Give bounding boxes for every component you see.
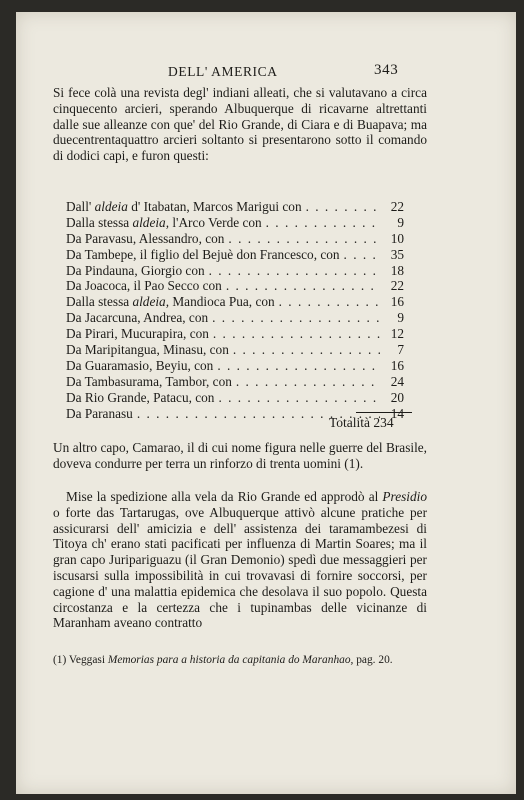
archer-count: 9	[397, 310, 404, 326]
leader-dots	[213, 358, 380, 374]
leader-dots	[302, 199, 380, 215]
leader-dots	[232, 374, 380, 390]
chief-text: Da Rio Grande, Patacu, con	[66, 389, 215, 405]
chief-source	[66, 390, 214, 406]
page-number: 343	[374, 62, 399, 78]
chief-text: Dalla stessa	[66, 214, 133, 230]
chief-text: Da Tambepe, il figlio del Bejuè don Francesco, con	[66, 246, 340, 262]
chief-source	[66, 342, 229, 358]
chief-source	[66, 215, 262, 231]
leader-dots	[275, 294, 380, 310]
chief-text-rest: l'Arco Verde con	[169, 214, 262, 230]
archer-count: 7	[397, 342, 404, 358]
total-line	[329, 415, 394, 431]
total-value: 234	[373, 415, 394, 430]
chief-row	[66, 215, 404, 231]
archer-count: 9	[397, 214, 404, 230]
chief-text: Da Paravasu, Alessandro, con	[66, 230, 225, 246]
footnote-page: pag. 20.	[353, 654, 393, 666]
archer-count: 22	[390, 199, 404, 214]
footnote-source-title: Memorias para a historia da capitania do Maranhao,	[107, 654, 354, 666]
archer-count: 24	[390, 373, 404, 389]
chief-row	[66, 390, 404, 406]
total-rule	[356, 412, 412, 413]
chief-source	[66, 199, 302, 215]
chief-row	[66, 263, 404, 279]
chief-row	[66, 310, 404, 326]
chief-source	[66, 358, 213, 374]
chief-text: Da Jacarcuna, Andrea, con	[66, 310, 209, 326]
book-page	[16, 12, 516, 794]
chief-text: Dall'	[66, 199, 95, 214]
leader-dots	[229, 342, 380, 358]
leader-dots	[262, 215, 380, 231]
chief-text: Da Tambasurama, Tambor, con	[66, 373, 232, 389]
expedition-text-1: Mise la spedizione alla vela da Rio Grande ed approdò al	[66, 489, 383, 504]
chief-text: Da Joacoca, il Pao Secco con	[66, 278, 222, 294]
total-label: Totalità	[329, 415, 371, 430]
aldeia-italic: aldeia	[94, 199, 128, 214]
chief-source	[66, 278, 222, 294]
chief-row	[66, 294, 404, 310]
chief-source	[66, 263, 205, 279]
camarao-paragraph: Un altro capo, Camarao, il di cui nome figura nelle guerre del Brasile, doveva condurre per terra un rinforzo di trenta uomini (1).	[53, 440, 427, 471]
chief-row	[66, 278, 404, 294]
chief-text: Da Guaramasio, Beyiu, con	[66, 357, 214, 373]
archer-count: 16	[390, 294, 404, 310]
archer-count: 18	[390, 262, 404, 278]
chief-row	[66, 326, 404, 342]
chief-row	[66, 374, 404, 390]
leader-dots	[340, 247, 380, 263]
chief-row	[66, 342, 404, 358]
leader-dots	[209, 326, 380, 342]
chief-row	[66, 247, 404, 263]
chiefs-list	[66, 199, 404, 421]
aldeia-italic: aldeia,	[132, 294, 170, 310]
expedition-paragraph	[53, 489, 427, 631]
running-title: DELL' AMERICA	[168, 64, 278, 79]
chief-text: Dalla stessa	[66, 294, 133, 310]
leader-dots	[222, 278, 380, 294]
chief-text: Da Maripitangua, Minasu, con	[66, 342, 229, 358]
aldeia-italic: aldeia,	[132, 214, 170, 230]
chief-text: Da Paranasu	[66, 405, 133, 421]
archer-count: 10	[390, 230, 404, 246]
chief-text-rest: Mandioca Pua, con	[169, 294, 275, 310]
chief-row	[66, 199, 404, 215]
chief-text: Da Pindauna, Giorgio con	[66, 262, 205, 278]
archer-count: 14	[390, 405, 404, 421]
chief-source	[66, 406, 133, 422]
leader-dots	[205, 263, 380, 279]
archer-count: 16	[390, 357, 404, 373]
chief-row	[66, 358, 404, 374]
expedition-text-2: o forte das Tartarugas, ove Albuquerque attivò alcune pratiche per assicurarsi dell' amicizia e dell' assistenza dei taramambezesi di Titoya ch' erano stati pacificati per influenza di Martin Soares; ma il gran capo Juripariguazu (il Gran Demonio) spedì due messaggieri per iscusarsi sulla impossibilità in cui trovavasi di fornire soccorsi, per cagione d' una malattia epidemica che desolava il suo popolo. Questa circostanza e la certezza che i tupinambas delle vicinanze di Maranham aveano contratto	[53, 504, 427, 631]
archer-count: 35	[390, 246, 404, 262]
archer-count: 12	[390, 326, 404, 342]
chief-source	[66, 310, 208, 326]
chief-text: Da Pirari, Mucurapira, con	[66, 326, 209, 342]
chief-source	[66, 231, 224, 247]
leader-dots	[208, 310, 380, 326]
chief-row	[66, 231, 404, 247]
footnote	[53, 653, 427, 667]
archer-count: 22	[390, 278, 404, 294]
leader-dots	[214, 390, 380, 406]
presidio-italic: Presidio	[382, 489, 427, 504]
chief-text-rest: d' Itabatan, Marcos Marigui con	[127, 199, 302, 214]
leader-dots	[224, 231, 380, 247]
archer-count: 20	[390, 389, 404, 405]
intro-paragraph: Si fece colà una revista degl' indiani alleati, che si valutavano a circa cinquecento arcieri, sperando Albuquerque di ricavarne altrettanti dalle sue alleanze con que' del Rio Grande, di Ciara e di Buapava; ma duecentrentaquattro arcieri soltanto si presentarono sotto il comando di dodici capi, e furon questi:	[53, 85, 427, 164]
chief-source	[66, 294, 275, 310]
chief-source	[66, 247, 340, 263]
chief-source	[66, 374, 232, 390]
chief-source	[66, 326, 209, 342]
footnote-marker: (1) Veggasi	[53, 654, 108, 666]
